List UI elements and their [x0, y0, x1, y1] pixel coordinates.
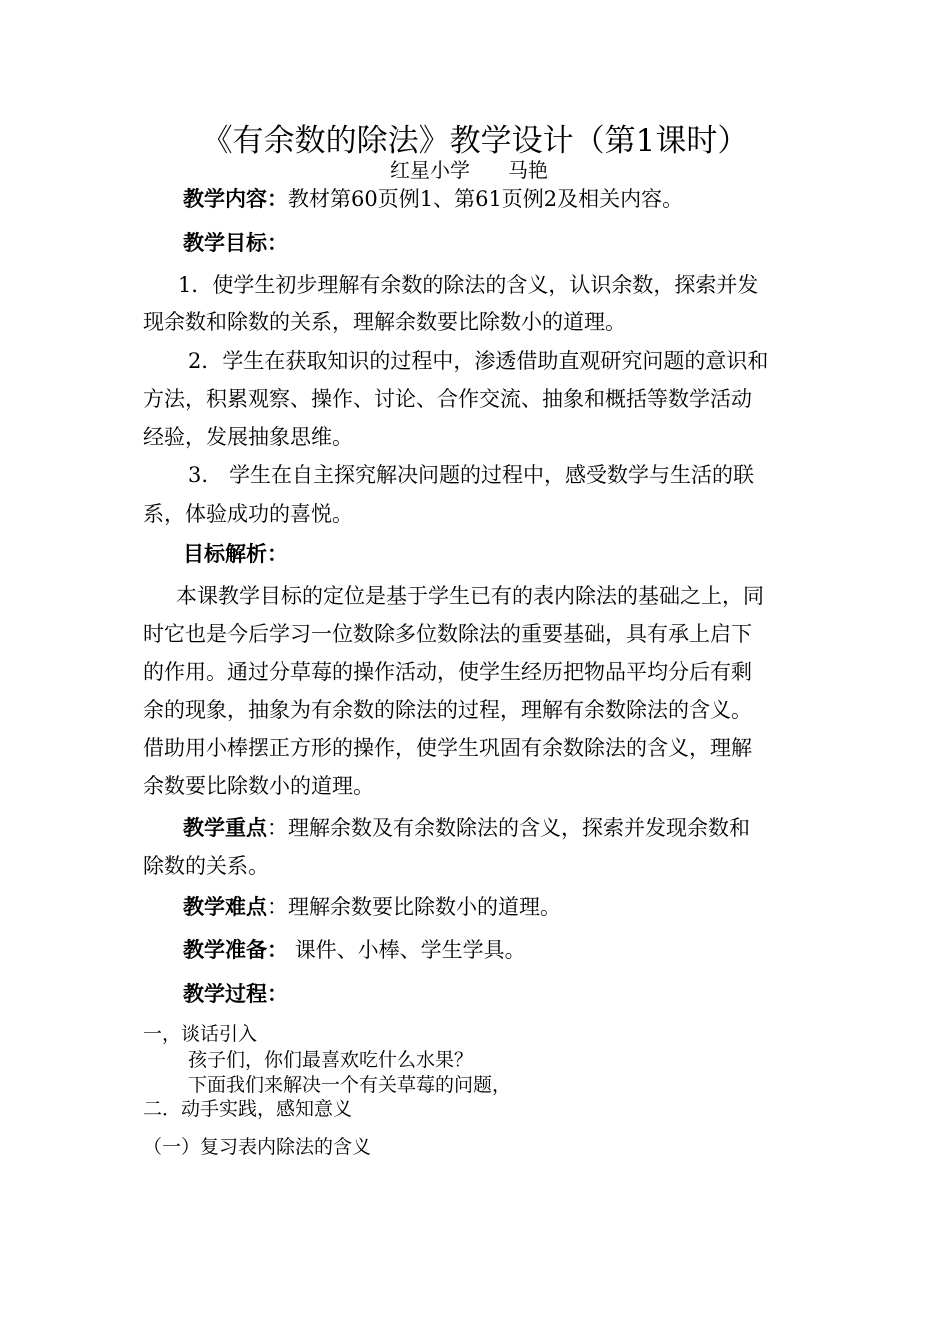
key-point-text: ：理解余数及有余数除法的含义，探索并发现余数和	[267, 816, 750, 840]
byline	[390, 158, 548, 182]
preparation-label: 教学准备：	[183, 938, 288, 962]
difficulty	[183, 894, 561, 920]
key-point	[183, 815, 750, 841]
preparation	[183, 937, 526, 963]
difficulty-label: 教学难点	[183, 895, 267, 919]
document-title: 《有余数的除法》教学设计（第1课时）	[201, 123, 749, 159]
goal-line: 系，体验成功的喜悦。	[143, 502, 353, 526]
key-point-label: 教学重点	[183, 816, 267, 840]
process-heading: 教学过程：	[183, 982, 288, 1006]
analysis-line: 本课教学目标的定位是基于学生已有的表内除法的基础之上，同	[176, 584, 764, 608]
goal-line: 3. 学生在自主探究解决问题的过程中，感受数学与生活的联	[188, 463, 755, 487]
analysis-line: 的作用。通过分草莓的操作活动，使学生经历把物品平均分后有剩	[143, 660, 752, 684]
key-point-continuation: 除数的关系。	[143, 854, 269, 878]
author-name: 马艳	[508, 158, 548, 182]
analysis-heading: 目标解析：	[183, 542, 288, 566]
teaching-content	[183, 186, 683, 212]
process-line: 一，谈话引入	[143, 1023, 258, 1045]
analysis-line: 余的现象，抽象为有余数的除法的过程，理解有余数除法的含义。	[143, 698, 752, 722]
teaching-content-label: 教学内容：	[183, 187, 288, 211]
analysis-line: 借助用小棒摆正方形的操作，使学生巩固有余数除法的含义，理解	[143, 736, 752, 760]
analysis-line: 余数要比除数小的道理。	[143, 774, 374, 798]
process-line: （一）复习表内除法的含义	[143, 1136, 372, 1158]
goal-line: 1．使学生初步理解有余数的除法的含义，认识余数，探索并发	[178, 273, 759, 297]
difficulty-text: ：理解余数要比除数小的道理。	[267, 895, 561, 919]
goal-line: 现余数和除数的关系，理解余数要比除数小的道理。	[143, 310, 626, 334]
preparation-text: 课件、小棒、学生学具。	[294, 938, 526, 962]
school-name: 红星小学	[390, 158, 470, 182]
goals-heading: 教学目标：	[183, 231, 288, 255]
goal-line: 方法，积累观察、操作、讨论、合作交流、抽象和概括等数学活动	[143, 387, 752, 411]
analysis-line: 时它也是今后学习一位数除多位数除法的重要基础，具有承上启下	[143, 622, 752, 646]
process-line: 孩子们，你们最喜欢吃什么水果？	[188, 1049, 474, 1071]
process-line: 下面我们来解决一个有关草莓的问题，	[188, 1074, 512, 1096]
goal-line: 经验，发展抽象思维。	[143, 425, 353, 449]
goal-line: 2．学生在获取知识的过程中，渗透借助直观研究问题的意识和	[188, 349, 769, 373]
process-line: 二．动手实践，感知意义	[143, 1098, 353, 1120]
teaching-content-text: 教材第60页例1、第61页例2及相关内容。	[288, 187, 684, 211]
